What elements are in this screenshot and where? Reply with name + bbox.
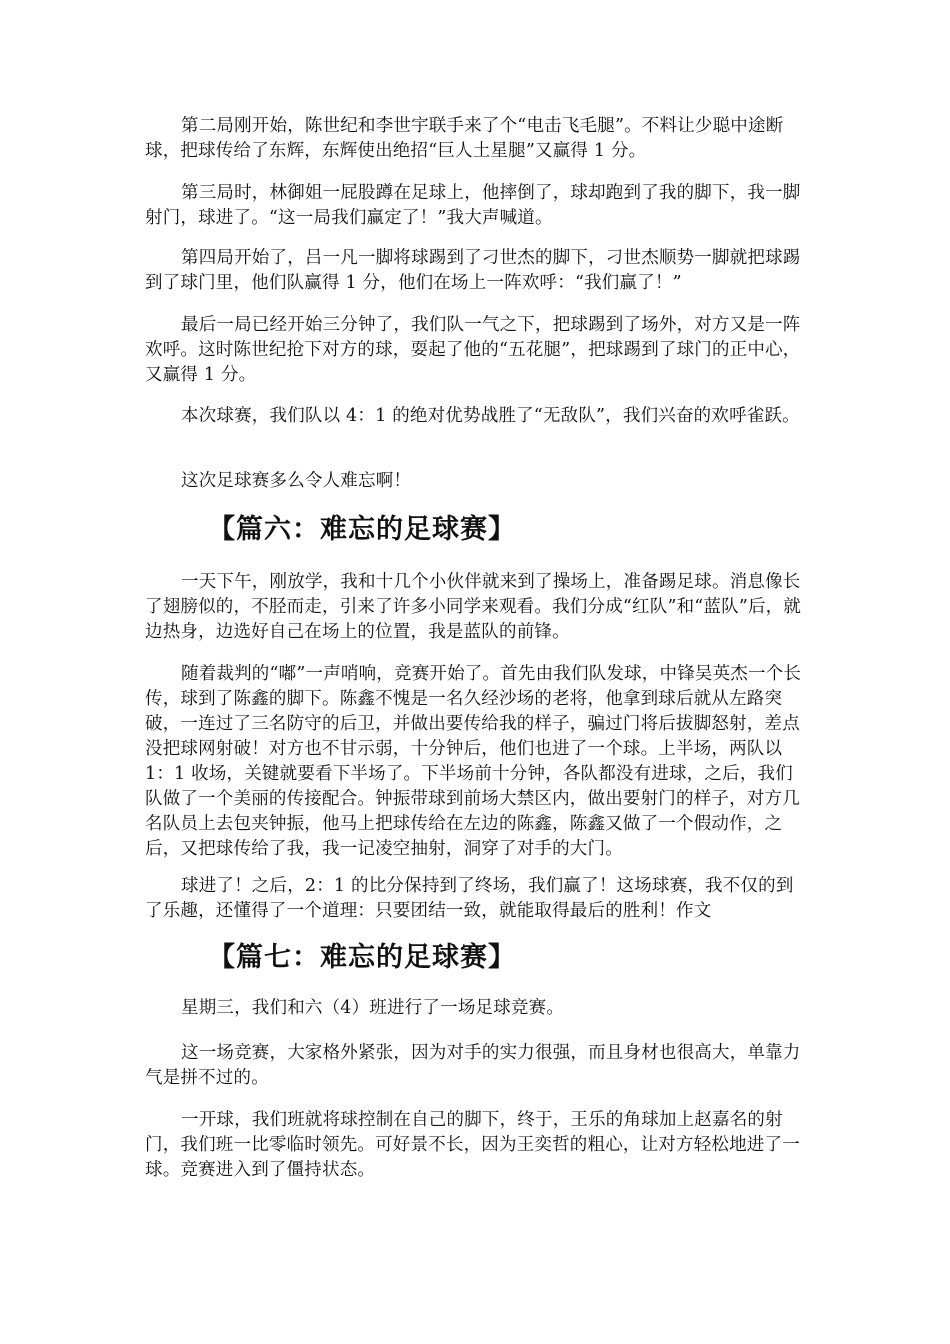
section-6-paragraph-3: 球进了！之后，2：1 的比分保持到了终场，我们赢了！这场球赛，我不仅的到了乐趣，还懂得了一个道理：只要团结一致，就能取得最后的胜利！作文 [145, 876, 794, 921]
paragraph-game-last-round: 最后一局已经开始三分钟了，我们队一气之下，把球踢到了场外，对方又是一阵欢呼。这时陈世纪抢下对方的球，耍起了他的“五花腿”，把球踢到了球门的正中心，又赢得 1 分。 [145, 315, 801, 385]
section-6-paragraph-1: 一天下午，刚放学，我和十几个小伙伴就来到了操场上，准备踢足球。消息像长了翅膀似的，不胫而走，引来了许多小同学来观看。我们分成“红队”和“蓝队”后，就边热身，边选好自己在场上的位置，我是蓝队的前锋。 [145, 572, 802, 642]
paragraph-conclusion: 这次足球赛多么令人难忘啊！ [181, 471, 412, 491]
paragraph-game-round-4: 第四局开始了，吕一凡一脚将球踢到了刁世杰的脚下，刁世杰顺势一脚就把球踢到了球门里，他们队赢得 1 分，他们在场上一阵欢呼：“我们赢了！” [145, 248, 801, 293]
paragraph-game-round-3: 第三局时，林御姐一屁股蹲在足球上，他摔倒了，球却跑到了我的脚下，我一脚射门，球进了。“这一局我们赢定了！”我大声喊道。 [145, 183, 801, 228]
paragraph-game-round-2: 第二局刚开始，陈世纪和李世宇联手来了个“电击飞毛腿”。不料让少聪中途断球，把球传给了东辉，东辉使出绝招“巨人土星腿”又赢得 1 分。 [145, 116, 784, 161]
paragraph-match-result: 本次球赛，我们队以 4：1 的绝对优势战胜了“无敌队”，我们兴奋的欢呼雀跃。 [181, 406, 800, 426]
section-7-paragraph-1: 星期三，我们和六（4）班进行了一场足球竞赛。 [181, 998, 565, 1018]
section-7-paragraph-3: 一开球，我们班就将球控制在自己的脚下，终于，王乐的角球加上赵嘉名的射门，我们班一比零临时领先。可好景不长，因为王奕哲的粗心，让对方轻松地进了一球。竞赛进入到了僵持状态。 [145, 1110, 800, 1180]
section-7-title: 【篇七：难忘的足球赛】 [208, 942, 516, 973]
section-6-paragraph-2: 随着裁判的“嘟”一声哨响，竞赛开始了。首先由我们队发球，中锋吴英杰一个长传，球到了陈鑫的脚下。陈鑫不愧是一名久经沙场的老将，他拿到球后就从左路突破，一连过了三名防守的后卫，并做出要传给我的样子，骗过门将后拔脚怒射，差点没把球网射破！对方也不甘示弱，十分钟后，他们也进了一个球。上半场，两队以 1：1 收场，关键就要看下半场了。下半场前十分钟，各队都没有进球，之后，我们队做了一个美丽的传接配合。钟振带球到前场大禁区内，做出要射门的样子，对方几名队员上去包夹钟振，他马上把球传给在左边的陈鑫，陈鑫又做了一个假动作，之后，又把球传给了我，我一记凌空抽射，洞穿了对手的大门。 [145, 664, 802, 859]
section-6-title: 【篇六：难忘的足球赛】 [208, 514, 516, 545]
section-7-paragraph-2: 这一场竞赛，大家格外紧张，因为对手的实力很强，而且身材也很高大，单靠力气是拼不过的。 [145, 1043, 801, 1088]
